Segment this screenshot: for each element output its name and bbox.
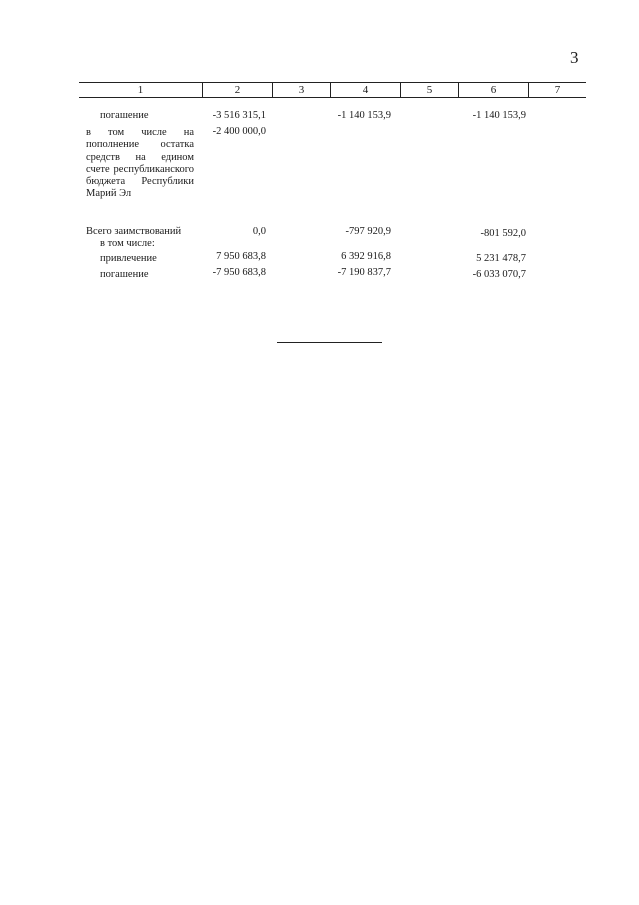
header-col-6: 6 (458, 83, 528, 97)
value-col-2: -3 516 315,1 (212, 110, 266, 121)
row-label: в том числе на пополнение остатка средств на едином счете республиканского бюджета Республики Марий Эл (86, 127, 194, 200)
header-col-1: 1 (137, 84, 144, 96)
value-col-2: -2 400 000,0 (212, 126, 266, 137)
row-label: погашение (100, 269, 149, 280)
table-header (79, 82, 586, 98)
page-number: 3 (570, 48, 579, 67)
value-col-6: -6 033 070,7 (472, 269, 526, 280)
footer-separator-line (277, 342, 382, 343)
value-col-6: 5 231 478,7 (476, 253, 526, 264)
value-col-2: 7 950 683,8 (216, 251, 266, 262)
value-col-2: 0,0 (252, 226, 266, 237)
row-label: погашение (100, 110, 149, 121)
value-col-4: 6 392 916,8 (341, 251, 391, 262)
header-col-4: 4 (330, 83, 400, 97)
value-col-4: -7 190 837,7 (337, 267, 391, 278)
row-label: в том числе: (100, 238, 155, 249)
header-col-7: 7 (528, 83, 586, 97)
row-label: Всего заимствований (86, 226, 182, 237)
header-col-5: 5 (400, 83, 458, 97)
value-col-4: -797 920,9 (345, 226, 391, 237)
header-col-3: 3 (272, 83, 330, 97)
value-col-4: -1 140 153,9 (337, 110, 391, 121)
value-col-2: -7 950 683,8 (212, 267, 266, 278)
value-col-6: -801 592,0 (480, 228, 526, 239)
header-col-2: 2 (202, 83, 272, 97)
row-label: привлечение (100, 253, 157, 264)
value-col-6: -1 140 153,9 (472, 110, 526, 121)
